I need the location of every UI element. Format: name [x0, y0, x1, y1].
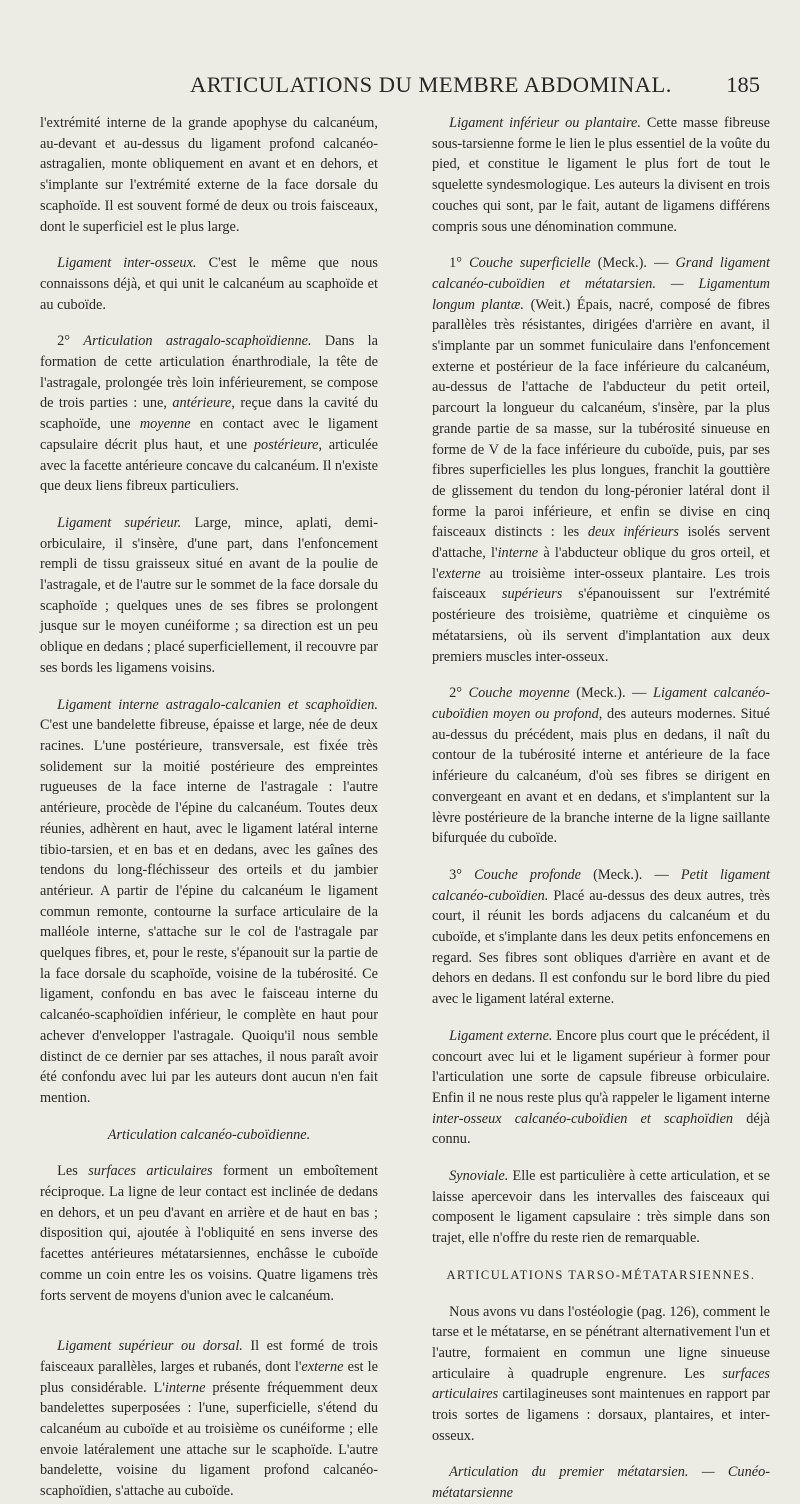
- paragraph-tarse-metatarse: Nous avons vu dans l'ostéologie (pag. 126), comment le tarse et le métatarse, en se pénétrant alternativement l'un et l'autre, formaient en commun une ligne sinueuse articulaire à quadruple engrenure. Les surfaces articulaires cartilagineuses sont maintenues en rapport par trois sortes de ligamens : dorsaux, plantaires, et inter-osseux.: [432, 1303, 770, 1444]
- paragraph-ligament-dorsal: Ligament supérieur ou dorsal. Il est formé de trois faisceaux parallèles, larges et rubanés, dont l'externe est le plus considérable. L'interne présente fréquemment deux bandelettes superposées : l'une, superficielle, s'étend du calcanéum au cuboïde et au troisième os cunéiforme ; elle envoie latéralement une attache sur le scaphoïde. L'autre bandelette, voisine du ligament profond calcanéo-scaphoïdien, s'attache au cuboïde.: [40, 1338, 378, 1500]
- paragraph-surfaces-articulaires: Les surfaces articulaires forment un emboîtement réciproque. La ligne de leur contact est inclinée de dedans en dehors, et un peu d'avant en arrière et de haut en bas ; disposition qui, ajoutée à l'obliquité en sens inverse des facettes antérieures métatarsiennes, enchâsse le cuboïde comme un coin entre les os voisins. Quatre ligamens très forts servent de moyens d'union avec le calcanéum.: [40, 1163, 379, 1304]
- paragraph-ligament-externe: Ligament externe. Encore plus court que le précédent, il concourt avec lui et le ligament supérieur à former pour l'articulation une sorte de capsule fibreuse orbiculaire. Enfin il ne nous reste plus qu'à rappeler le ligament interne inter-osseux calcanéo-cuboïdien et scaphoïdien déjà connu.: [432, 1027, 771, 1148]
- section-heading-tarso-metatarsiennes: ARTICULATIONS TARSO-MÉTATARSIENNES.: [446, 1267, 756, 1282]
- paragraph-premier-metatarsien: Articulation du premier métatarsien. — Cunéo-métatarsienne: [432, 1464, 770, 1502]
- paragraph: l'extrémité interne de la grande apophyse du calcanéum, au-devant et au-dessus du ligament profond calcanéo-astragalien, monte obliquement en avant et en dehors, et s'implante sur l'extrémité externe de la face dorsale du scaphoïde. Il est souvent formé de deux ou trois faisceaux, dont le superficiel est le plus large.: [40, 115, 378, 235]
- paragraph-ligament-superieur: Ligament supérieur. Large, mince, aplati, demi-orbiculaire, il s'insère, d'une part, dans l'enfoncement rempli de tissu graisseux situé en avant de la poulie de l'astragale, et de l'autre sur le sommet de la face dorsale du scaphoïde ; quelques unes de ses fibres se prolongent jusque sur le moyen cunéiforme ; sa direction est un peu oblique en dedans ; placé superficiellement, il recouvre par ses bords les ligamens voisins.: [40, 514, 378, 676]
- paragraph-ligament-inter-osseux: Ligament inter-osseux. C'est le même que nous connaissons déjà, et qui unit le calcanéum au scaphoïde et au cuboïde.: [40, 255, 378, 313]
- paragraph-articulation-astragalo-scaphoidienne: 2° Articulation astragalo-scaphoïdienne. Dans la formation de cette articulation énarthrodiale, la tête de l'astragale, prolongée très loin inférieurement, se compose de trois parties : une, antérieure, reçue dans la cavité du scaphoïde, une moyenne en contact avec le ligament capsulaire décrit plus haut, et une postérieure, articulée avec la facette antérieure concave du calcanéum. Il n'existe que deux liens fibreux particuliers.: [40, 333, 379, 495]
- paragraph-ligament-plantaire: Ligament inférieur ou plantaire. Cette masse fibreuse sous-tarsienne forme le lien le plus essentiel de la voûte du pied, et constitue le ligament le plus fort de tout le squelette syndesmologique. Les auteurs la divisent en trois couches qui sont, par le fait, autant de ligamens différens compris sous une dénomination commune.: [432, 115, 770, 235]
- running-head: [40, 72, 760, 112]
- section-heading-calcaneo-cuboidienne: Articulation calcanéo-cuboïdienne.: [107, 1126, 311, 1143]
- page-number: 185: [726, 72, 760, 97]
- paragraph-ligament-interne: Ligament interne astragalo-calcanien et scaphoïdien. C'est une bandelette fibreuse, épaisse et large, née de deux racines. L'une postérieure, transversale, est fixée très solidement sur la moitié postérieure des empreintes rugueuses de la face interne de l'astragale : l'autre antérieure, procède de l'épine du calcanéum. Toutes deux réunies, adhèrent en haut, avec le ligament latéral interne tibio-tarsien, et en bas et en dedans, avec les gaînes des tendons du long-fléchisseur des orteils et du jambier antérieur. A partir de l'épine du calcanéum le ligament commun remonte, contourne la surface articulaire de la malléole interne, s'attache sur le col de l'astragale par quelques fibres, et, pour le reste, s'épanouit sur la partie de la face dorsale du scaphoïde, voisine de la tubérosité. Ce ligament, confondu en bas avec le faisceau interne du calcanéo-scaphoïdien inférieur, le complète en haut pour achever d'envelopper l'astragale. Quoiqu'il nous semble distinct de ce dernier par ses attaches, il nous paraît avoir été confondu avec lui par les auteurs dont aucun n'en fait mention.: [40, 696, 378, 1106]
- paragraph-couche-moyenne: 2° Couche moyenne (Meck.). — Ligament calcanéo-cuboïdien moyen ou profond, des auteurs modernes. Situé au-dessus du précédent, mais plus en dedans, il naît du contour de la tubérosité interne et antérieure de la face inférieure du calcanéum, d'où ses fibres se dirigent en convergeant en avant et en dedans, et s'implantent sur la lèvre postérieure de la branche interne de la ligne saillante bifurquée du cuboïde.: [432, 685, 770, 847]
- paragraph-couche-profonde: 3° Couche profonde (Meck.). — Petit ligament calcanéo-cuboïdien. Placé au-dessus des deux autres, très court, il réunit les bords adjacens du calcanéum et du cuboïde, et s'implante dans les deux petits enfoncemens en regard. Ses fibres sont obliques d'arrière en avant et de dehors en dedans. Il est confondu sur le bord libre du pied avec le ligament latéral externe.: [432, 866, 770, 1008]
- left-column: [40, 113, 378, 1502]
- right-column: [432, 113, 770, 1504]
- paragraph-couche-superficielle: 1° Couche superficielle (Meck.). — Grand ligament calcanéo-cuboïdien et métatarsien. — Ligamentum longum plantæ. (Weit.) Épais, nacré, composé de fibres parallèles très résistantes, dirigées d'arrière en avant, il s'implante par un sommet funiculaire dans l'enfoncement externe et postérieur de la face inférieure du calcanéum, au-dessus de l'attache de l'abducteur du petit orteil, parcourt la longueur du calcanéum, s'insère, par la plus grande partie de sa masse, sur la tubérosité sinueuse en forme de V de la face inférieure du cuboïde, puis, par ses fibres superficielles les plus longues, franchit la gouttière de glissement du tendon du long-péronier latéral dont il forme la paroi inférieure, et enfin se divise en cinq faisceaux distincts : les deux inférieurs isolés servent d'attache, l'interne à l'abducteur oblique du gros orteil, et l'externe au troisième inter-osseux plantaire. Les trois faisceaux supérieurs s'épanouissent sur l'extrémité postérieure des troisième, quatrième et cinquième os métatarsiens, où ils servent d'implantation aux deux premiers muscles inter-osseux.: [432, 255, 770, 665]
- paragraph-synoviale: Synoviale. Elle est particulière à cette articulation, et se laisse apercevoir dans les intervalles des faisceaux qui composent le ligament capsulaire : très simple dans son trajet, elle n'offre du reste rien de remarquable.: [432, 1168, 770, 1247]
- page-header-title: ARTICULATIONS DU MEMBRE ABDOMINAL.: [190, 72, 672, 97]
